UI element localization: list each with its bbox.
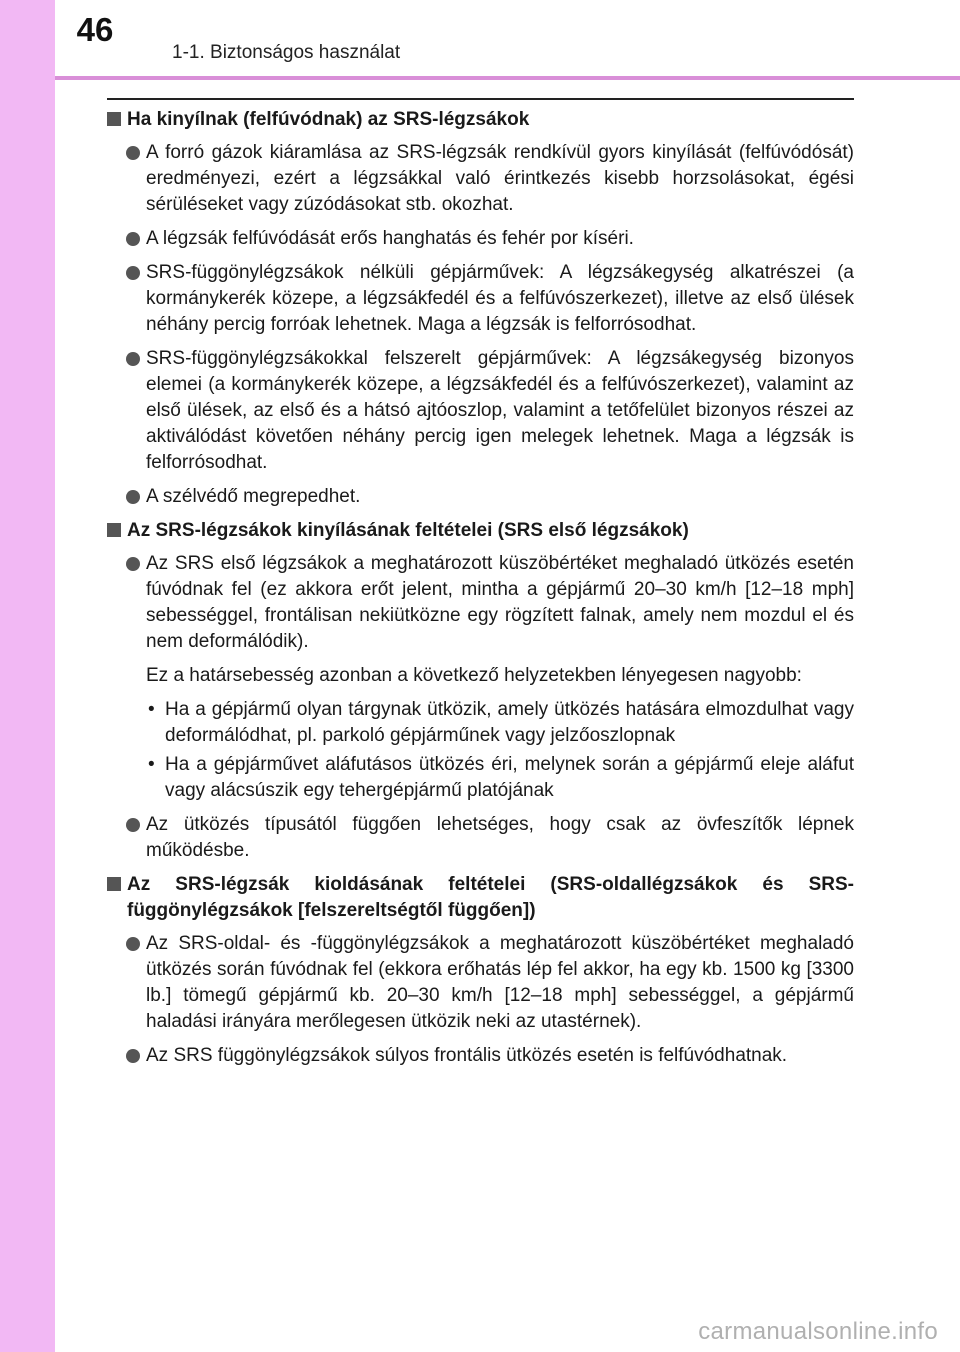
list-item: A légzsák felfúvódását erős hanghatás és fehér por kíséri. bbox=[107, 226, 854, 252]
list-item: Az ütközés típusától függően lehetséges, hogy csak az övfeszítők lépnek működésbe. bbox=[107, 812, 854, 864]
round-bullet-icon bbox=[126, 818, 140, 832]
header-divider bbox=[55, 76, 960, 80]
square-bullet-icon bbox=[107, 877, 121, 891]
list-item: Az SRS-oldal- és -függönylégzsákok a meghatározott küszöbértéket meghaladó ütközés során fúvódnak fel (ekkora erőhatás lép fel akkor, ha egy kb. 1500 kg [3300 lb.] tömegű gépjármű kb. 20–30 km/h [12–18 mph] sebességgel, a gépjármű haladási irányára merőlegesen ütközik neki az utastérnek). bbox=[107, 931, 854, 1035]
watermark: carmanualsonline.info bbox=[698, 1318, 938, 1345]
paragraph: Ez a határsebesség azonban a következő helyzetekben lényegesen nagyobb: bbox=[146, 665, 802, 686]
sub-list-item: • Ha a gépjármű olyan tárgynak ütközik, amely ütközés hatására elmozdulhat vagy deformálódhat, pl. parkoló gépjárműnek vagy jelzőoszlopnak bbox=[148, 699, 854, 746]
list-item: A forró gázok kiáramlása az SRS-légzsák rendkívül gyors kinyílását (felfúvódósát) eredményezi, ezért a légzsákkal való érintkezés kisebb horzsolásokat, égési sérüléseket vagy zúzódásokat stb. okozhat. bbox=[107, 140, 854, 218]
list-item: SRS-függönylégzsákok nélküli gépjárművek: A légzsákegység alkatrészei (a kormánykerék közepe, a légzsákfedél és a felfúvószerkezet), illetve az első ülések néhány percig forróak lehetnek. Maga a légzsák is felforrósodhat. bbox=[107, 260, 854, 338]
page-content bbox=[107, 107, 854, 1077]
round-bullet-icon bbox=[126, 146, 140, 160]
page-number: 46 bbox=[76, 11, 114, 48]
chapter-title: 1-1. Biztonságos használat bbox=[172, 42, 401, 63]
round-bullet-icon bbox=[126, 352, 140, 366]
dot-bullet-icon: • bbox=[148, 754, 155, 775]
round-bullet-icon bbox=[126, 1049, 140, 1063]
round-bullet-icon bbox=[126, 937, 140, 951]
list-item: Az SRS első légzsákok a meghatározott küszöbértéket meghaladó ütközés esetén fúvódnak fel (ez akkora erőt jelent, mintha a gépjármű 20–30 km/h [12–18 mph] sebességgel, frontálisan nekiütközne egy rögzített falnak, amely nem mozdul el és nem deformálódik). bbox=[107, 551, 854, 655]
section-side-curtain-airbag-conditions bbox=[107, 872, 854, 1069]
list-item: Az SRS függönylégzsákok súlyos frontális ütközés esetén is felfúvódhatnak. bbox=[107, 1043, 854, 1069]
round-bullet-icon bbox=[126, 266, 140, 280]
sub-list-item: • Ha a gépjárművet aláfutásos ütközés éri, melynek során a gépjármű eleje aláfut vagy alácsúszik egy tehergépjármű platójának bbox=[148, 754, 854, 801]
side-tab-band bbox=[0, 0, 55, 1352]
round-bullet-icon bbox=[126, 490, 140, 504]
square-bullet-icon bbox=[107, 523, 121, 537]
section-title: Ha kinyílnak (felfúvódnak) az SRS-légzsákok bbox=[107, 107, 854, 133]
square-bullet-icon bbox=[107, 112, 121, 126]
section-front-airbag-conditions bbox=[107, 518, 854, 864]
section-airbag-deploy-effects bbox=[107, 107, 854, 510]
list-item: A szélvédő megrepedhet. bbox=[107, 484, 854, 510]
dot-bullet-icon: • bbox=[148, 699, 155, 720]
round-bullet-icon bbox=[126, 232, 140, 246]
content-divider bbox=[107, 98, 854, 100]
round-bullet-icon bbox=[126, 557, 140, 571]
section-title: Az SRS-légzsákok kinyílásának feltételei (SRS első légzsákok) bbox=[107, 518, 854, 544]
list-item: SRS-függönylégzsákokkal felszerelt gépjárművek: A légzsákegység bizonyos elemei (a kormánykerék közepe, a légzsákfedél és a felfúvószerkezet), valamint az első ülések, az első és a hátsó ajtóoszlop, valamint a tetőfelület bizonyos részei az aktiválódást követően néhány percig igen melegek lehetnek. Maga a légzsák is felforrósodhat. bbox=[107, 346, 854, 476]
section-title: Az SRS-légzsák kioldásának feltételei (SRS-oldallégzsákok és SRS-függönylégzsákok [felszereltségtől függően]) bbox=[107, 872, 854, 924]
